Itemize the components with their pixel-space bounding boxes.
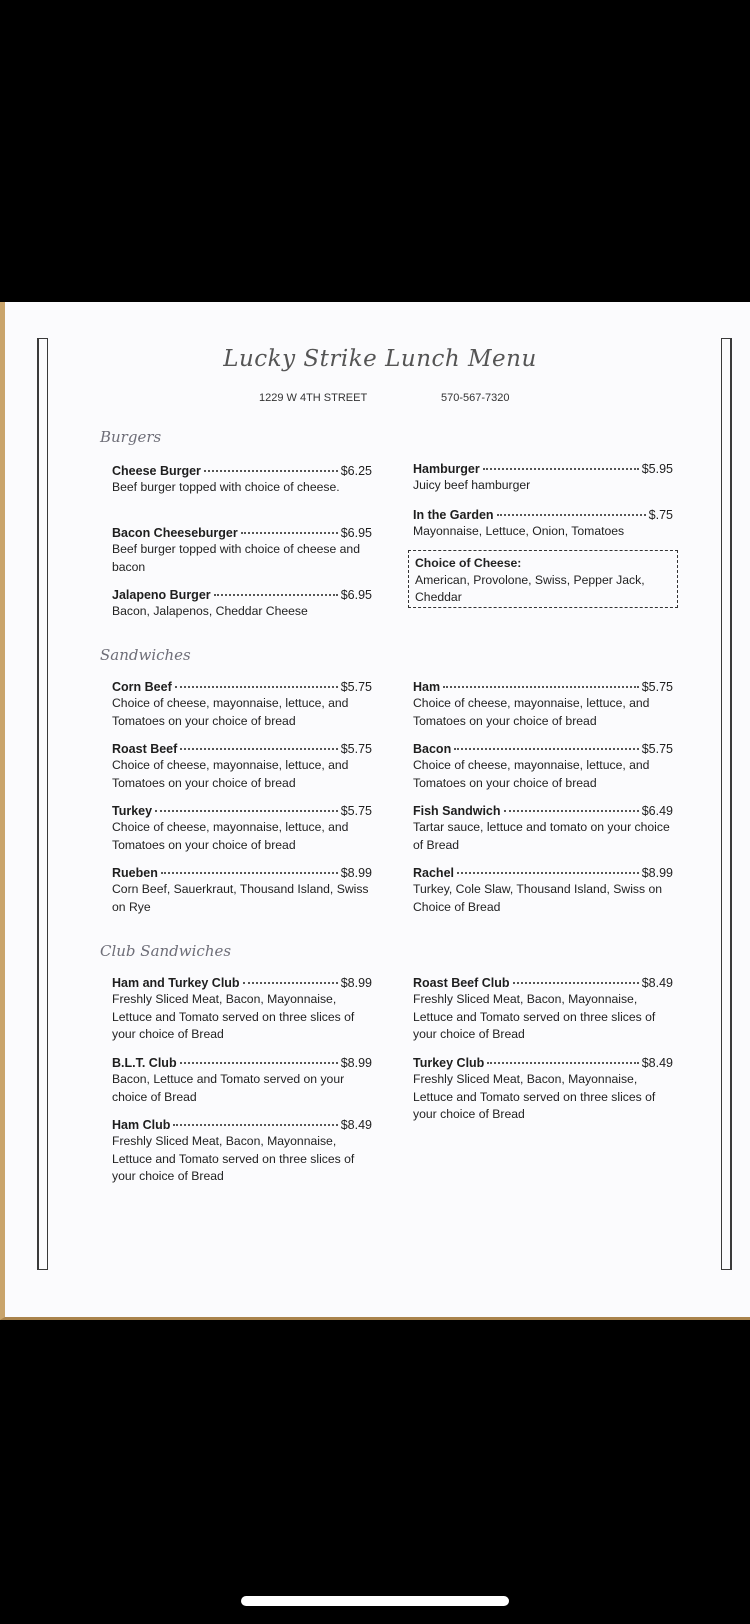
item-description: Choice of cheese, mayonnaise, lettuce, and Tomatoes on your choice of bread bbox=[112, 758, 349, 790]
item-name: Bacon Cheeseburger bbox=[112, 526, 238, 540]
menu-title: Lucky Strike Lunch Menu bbox=[223, 346, 537, 372]
item-price: $5.75 bbox=[641, 680, 673, 694]
menu-item bbox=[413, 804, 673, 854]
item-description: Choice of cheese, mayonnaise, lettuce, and Tomatoes on your choice of bread bbox=[413, 696, 650, 728]
item-description: Beef burger topped with choice of cheese. bbox=[112, 480, 340, 494]
item-name: Bacon bbox=[413, 742, 452, 756]
menu-item bbox=[112, 866, 372, 916]
item-price: $5.95 bbox=[641, 462, 673, 476]
item-name: Ham and Turkey Club bbox=[112, 976, 240, 990]
item-price: $8.49 bbox=[340, 1118, 372, 1132]
menu-item bbox=[112, 1056, 372, 1106]
item-description: Corn Beef, Sauerkraut, Thousand Island, Swiss on Rye bbox=[112, 882, 369, 914]
item-name: Cheese Burger bbox=[112, 464, 201, 478]
item-name: Rueben bbox=[112, 866, 158, 880]
item-price: $5.75 bbox=[340, 680, 372, 694]
item-name: Ham Club bbox=[112, 1118, 171, 1132]
menu-item bbox=[112, 680, 372, 730]
menu-item bbox=[413, 508, 673, 541]
item-price: $5.75 bbox=[340, 804, 372, 818]
cheese-choice-box bbox=[408, 550, 678, 608]
item-price: $6.25 bbox=[340, 464, 372, 478]
item-price: $6.95 bbox=[340, 588, 372, 602]
menu-item bbox=[413, 680, 673, 730]
item-name: Ham bbox=[413, 680, 441, 694]
item-price: $8.99 bbox=[641, 866, 673, 880]
menu-item bbox=[413, 1056, 673, 1124]
section-title-sandwiches: Sandwiches bbox=[100, 646, 191, 664]
left-border-rule bbox=[37, 338, 48, 1270]
item-name: In the Garden bbox=[413, 508, 494, 522]
item-description: Bacon, Lettuce and Tomato served on your choice of Bread bbox=[112, 1072, 345, 1104]
item-name: B.L.T. Club bbox=[112, 1056, 177, 1070]
item-description: Turkey, Cole Slaw, Thousand Island, Swiss on Choice of Bread bbox=[413, 882, 663, 914]
item-price: $6.95 bbox=[340, 526, 372, 540]
item-name: Fish Sandwich bbox=[413, 804, 501, 818]
item-price: $5.75 bbox=[641, 742, 673, 756]
item-description: Freshly Sliced Meat, Bacon, Mayonnaise, Lettuce and Tomato served on three slices of your choice of Bread bbox=[413, 1072, 656, 1121]
item-price: $6.49 bbox=[641, 804, 673, 818]
menu-paper bbox=[0, 302, 750, 1320]
item-description: Tartar sauce, lettuce and tomato on your choice of Bread bbox=[413, 820, 670, 852]
right-border-rule bbox=[721, 338, 732, 1270]
item-name: Turkey bbox=[112, 804, 153, 818]
item-name: Roast Beef bbox=[112, 742, 178, 756]
menu-item bbox=[413, 866, 673, 916]
menu-item bbox=[112, 742, 372, 792]
item-description: Choice of cheese, mayonnaise, lettuce, and Tomatoes on your choice of bread bbox=[112, 696, 349, 728]
menu-item bbox=[112, 464, 372, 497]
item-price: $8.49 bbox=[641, 1056, 673, 1070]
cheese-box-label: Choice of Cheese: bbox=[415, 556, 522, 570]
menu-item bbox=[112, 588, 372, 621]
item-name: Roast Beef Club bbox=[413, 976, 510, 990]
item-description: Juicy beef hamburger bbox=[413, 478, 531, 492]
item-price: $8.99 bbox=[340, 866, 372, 880]
item-price: $8.99 bbox=[340, 1056, 372, 1070]
section-title-clubs: Club Sandwiches bbox=[100, 942, 232, 960]
item-description: Choice of cheese, mayonnaise, lettuce, and Tomatoes on your choice of bread bbox=[112, 820, 349, 852]
section-title-burgers: Burgers bbox=[100, 428, 162, 446]
item-price: $5.75 bbox=[340, 742, 372, 756]
item-name: Corn Beef bbox=[112, 680, 172, 694]
item-name: Turkey Club bbox=[413, 1056, 485, 1070]
home-indicator[interactable] bbox=[241, 1596, 509, 1606]
item-description: Freshly Sliced Meat, Bacon, Mayonnaise, Lettuce and Tomato served on three slices of your choice of Bread bbox=[112, 992, 355, 1041]
item-price: $8.99 bbox=[340, 976, 372, 990]
item-name: Rachel bbox=[413, 866, 454, 880]
menu-item bbox=[112, 1118, 372, 1186]
item-description: Bacon, Jalapenos, Cheddar Cheese bbox=[112, 604, 308, 618]
item-description: Choice of cheese, mayonnaise, lettuce, and Tomatoes on your choice of bread bbox=[413, 758, 650, 790]
menu-item bbox=[112, 804, 372, 854]
menu-item bbox=[413, 742, 673, 792]
item-name: Jalapeno Burger bbox=[112, 588, 211, 602]
phone-number: 570-567-7320 bbox=[441, 392, 510, 404]
cheese-box-text: American, Provolone, Swiss, Pepper Jack, Cheddar bbox=[415, 573, 645, 604]
item-description: Freshly Sliced Meat, Bacon, Mayonnaise, Lettuce and Tomato served on three slices of your choice of Bread bbox=[112, 1134, 355, 1183]
item-description: Beef burger topped with choice of cheese and bacon bbox=[112, 542, 360, 574]
item-description: Freshly Sliced Meat, Bacon, Mayonnaise, Lettuce and Tomato served on three slices of your choice of Bread bbox=[413, 992, 656, 1041]
menu-item bbox=[112, 526, 372, 576]
item-name: Hamburger bbox=[413, 462, 480, 476]
menu-item bbox=[413, 976, 673, 1044]
menu-item bbox=[413, 462, 673, 495]
street-address: 1229 W 4TH STREET bbox=[259, 392, 368, 404]
item-description: Mayonnaise, Lettuce, Onion, Tomatoes bbox=[413, 524, 625, 538]
item-price: $.75 bbox=[648, 508, 673, 522]
item-price: $8.49 bbox=[641, 976, 673, 990]
menu-item bbox=[112, 976, 372, 1044]
